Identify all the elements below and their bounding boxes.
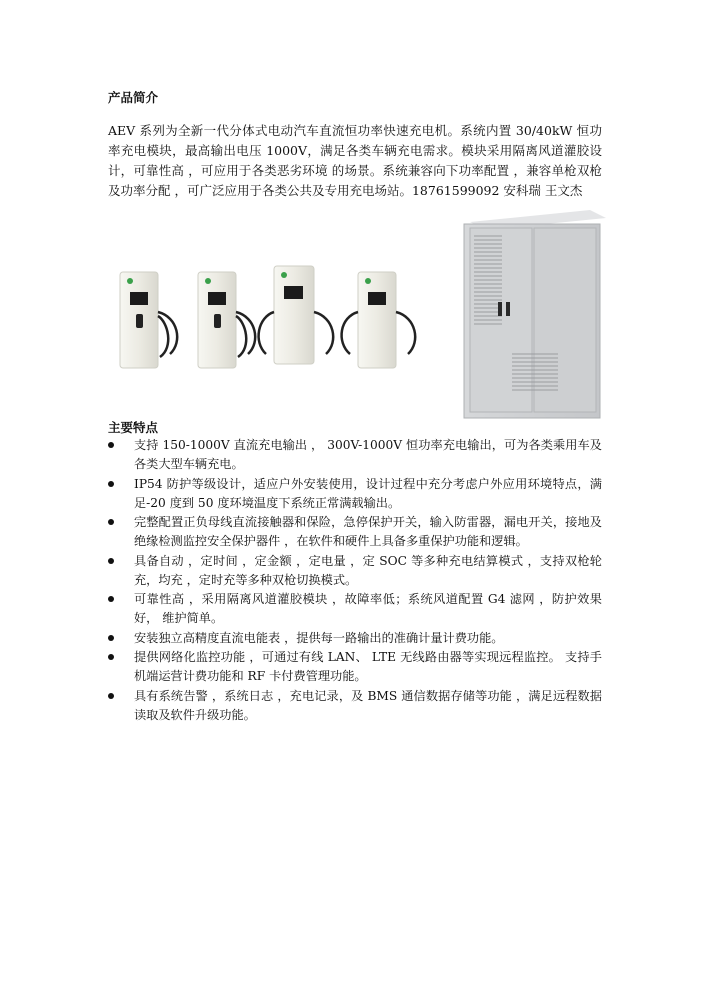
- bullet-icon: [108, 693, 114, 699]
- feature-item: 支持 150-1000V 直流充电输出 ， 300V-1000V 恒功率充电输出，可为各类乘用车及各类大型车辆充电。: [108, 436, 602, 474]
- bullet-icon: [108, 654, 114, 660]
- feature-item: 完整配置正负母线直流接触器和保险，急停保护开关，输入防雷器，漏电开关，接地及绝缘检测监控安全保护器件 ，在软件和硬件上具备多重保护功能和逻辑。: [108, 513, 602, 551]
- section-title-features: 主要特点: [108, 420, 159, 435]
- pile-3: [259, 266, 334, 364]
- bullet-icon: [108, 481, 114, 487]
- charging-piles-image: [108, 262, 438, 372]
- section-title-intro: 产品简介: [108, 90, 159, 105]
- feature-list: [108, 436, 602, 725]
- bullet-icon: [108, 596, 114, 602]
- bullet-icon: [108, 442, 114, 448]
- pile-4: [342, 272, 416, 368]
- feature-item: IP54 防护等级设计，适应户外安装使用，设计过程中充分考虑户外应用环境特点，满足-20 度到 50 度环境温度下系统正常满载输出。: [108, 475, 602, 513]
- feature-item: 具有系统告警 ，系统日志 ，充电记录，及 BMS 通信数据存储等功能 ，满足远程数据读取及软件升级功能。: [108, 687, 602, 725]
- bullet-icon: [108, 519, 114, 525]
- intro-paragraph: AEV 系列为全新一代分体式电动汽车直流恒功率快速充电机。系统内置 30/40kW 恒功率充电模块，最高输出电压 1000V，满足各类车辆充电需求。模块采用隔离风道灌胶设 计，可靠性高 ，可应用于各类恶劣环境 的场景。系统兼容向下功率配置 ，兼容单枪双枪及功率分配 ，可广泛应用于各类公共及专用充电场站。18761599092 安科瑞 王文杰: [108, 123, 602, 198]
- pile-1: [120, 272, 177, 368]
- bullet-icon: [108, 635, 114, 641]
- feature-item: 具备自动 ，定时间 ，定金额 ，定电量 ，定 SOC 等多种充电结算模式 ，支持双枪轮充，均充 ，定时充等多种双枪切换模式。: [108, 552, 602, 590]
- charging-cabinet-image: [462, 204, 608, 420]
- pile-2: [198, 272, 255, 368]
- feature-item: 可靠性高 ，采用隔离风道灌胶模块 ，故障率低；系统风道配置 G4 滤网 ，防护效果好， 维护简单。: [108, 590, 602, 628]
- feature-item: 提供网络化监控功能 ，可通过有线 LAN、 LTE 无线路由器等实现远程监控。 支持手机端运营计费功能和 RF 卡付费管理功能。: [108, 648, 602, 686]
- bullet-icon: [108, 558, 114, 564]
- feature-item: 安装独立高精度直流电能表 ，提供每一路输出的准确计量计费功能。: [108, 629, 602, 648]
